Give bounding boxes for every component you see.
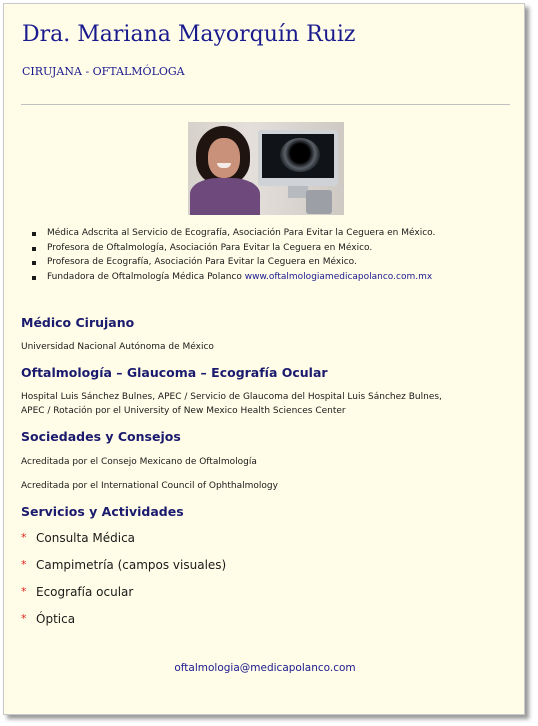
bullet-icon	[32, 232, 36, 236]
section-heading-medico: Médico Cirujano	[21, 315, 135, 330]
asterisk-icon: *	[21, 585, 27, 598]
section-heading-servicios: Servicios y Actividades	[21, 504, 184, 519]
list-item	[21, 558, 226, 585]
service-label: Campimetría (campos visuales)	[36, 558, 227, 572]
list-item-text: Profesora de Ecografía, Asociación Para Evitar la Ceguera en México.	[47, 257, 357, 267]
section-text: Hospital Luis Sánchez Bulnes, APEC / Servicio de Glaucoma del Hospital Luis Sánchez Bulnes,	[21, 392, 442, 402]
list-item-text: Médica Adscrita al Servicio de Ecografía, Asociación Para Evitar la Ceguera en México.	[47, 228, 436, 238]
doctor-specialty: CIRUJANA - OFTALMÓLOGA	[22, 65, 185, 78]
service-label: Ecografía ocular	[36, 585, 134, 599]
list-item-text: Fundadora de Oftalmología Médica Polanco	[47, 271, 245, 282]
doctor-name: Dra. Mariana Mayorquín Ruiz	[22, 22, 356, 47]
bullet-icon	[32, 261, 36, 265]
asterisk-icon: *	[21, 612, 27, 625]
list-item	[21, 585, 226, 612]
bullet-icon	[32, 276, 36, 280]
services-list	[21, 531, 226, 639]
section-heading-sociedades: Sociedades y Consejos	[21, 429, 181, 444]
website-link[interactable]: www.oftalmologiamedicapolanco.com.mx	[244, 271, 433, 282]
doctor-photo	[188, 122, 344, 215]
bullet-icon	[32, 247, 36, 251]
asterisk-icon: *	[21, 558, 27, 571]
list-item	[32, 257, 435, 272]
intro-list	[32, 228, 435, 286]
header-divider	[21, 104, 510, 105]
section-heading-oftalmologia: Oftalmología – Glaucoma – Ecografía Ocular	[21, 365, 328, 380]
section-text: Universidad Nacional Autónoma de México	[21, 342, 214, 352]
section-text: Acreditada por el Consejo Mexicano de Oftalmología	[21, 457, 257, 467]
asterisk-icon: *	[21, 531, 27, 544]
list-item	[21, 612, 226, 639]
email-link[interactable]: oftalmologia@medicapolanco.com	[174, 662, 356, 674]
section-text: Acreditada por el International Council of Ophthalmology	[21, 481, 278, 491]
list-item	[32, 228, 435, 243]
list-item-text: Profesora de Oftalmología, Asociación Para Evitar la Ceguera en México.	[47, 242, 373, 253]
cv-page	[3, 3, 525, 715]
list-item	[32, 272, 435, 287]
section-text: APEC / Rotación por el University of New Mexico Health Sciences Center	[21, 406, 346, 416]
service-label: Consulta Médica	[36, 531, 136, 545]
service-label: Óptica	[36, 612, 76, 626]
list-item	[21, 531, 226, 558]
list-item	[32, 243, 435, 258]
